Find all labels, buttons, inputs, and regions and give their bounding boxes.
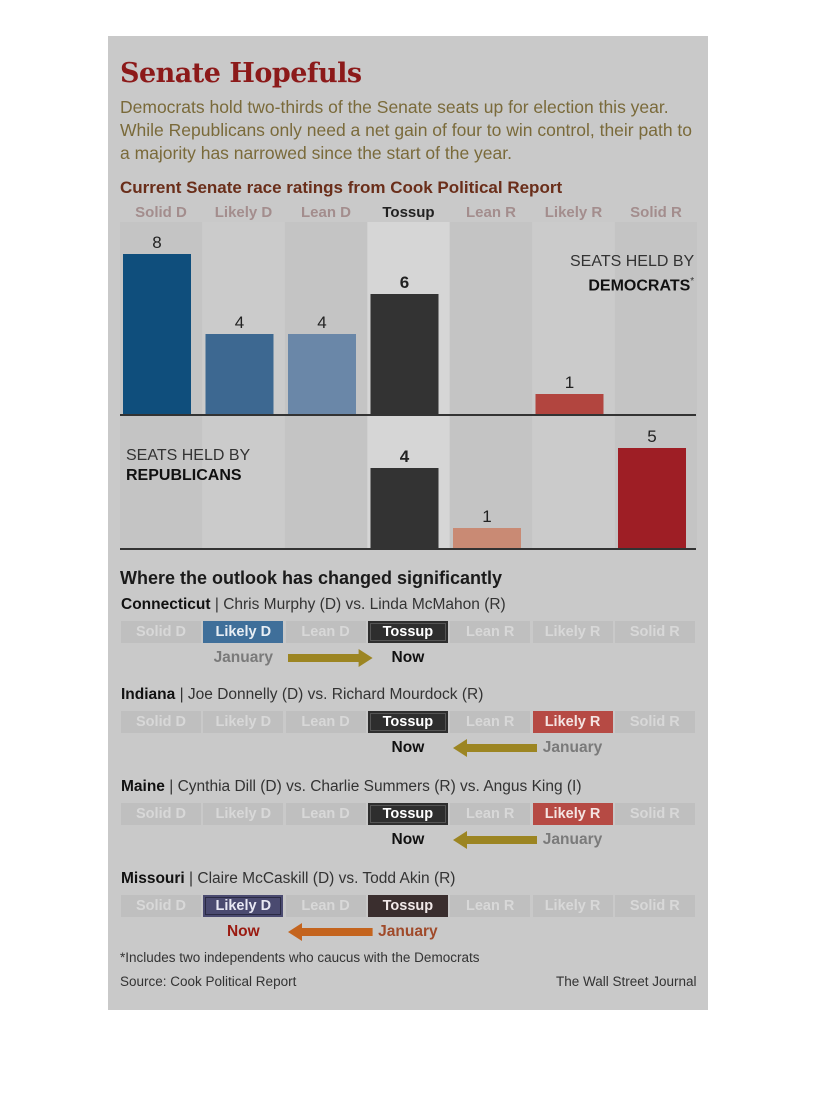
chart-title: Current Senate race ratings from Cook Political Report (120, 178, 563, 197)
change-arrow (453, 831, 538, 849)
arrow-shape (453, 831, 538, 849)
rating-cell: Lean R (450, 711, 530, 733)
rating-cell: Lean D (286, 621, 366, 643)
page-title: Senate Hopefuls (120, 58, 362, 89)
from-label: January (378, 923, 438, 940)
rating-cell: Solid R (615, 711, 695, 733)
credit: The Wall Street Journal (556, 974, 697, 989)
race-candidates: | Claire McCaskill (D) vs. Todd Akin (R) (184, 870, 456, 887)
dem-label-line1: SEATS HELD BY (570, 253, 695, 270)
race-rating-strip (121, 895, 695, 917)
change-arrow (453, 739, 538, 757)
arrow-shape (288, 923, 373, 941)
rating-cell: Lean R (450, 895, 530, 917)
to-label: Now (226, 923, 260, 940)
dem-bar (371, 294, 439, 414)
intro-text: Democrats hold two-thirds of the Senate seats up for election this year. While Republicans only need a net gain of four to win control, their path to a majority has narrowed since the start of the year. (120, 97, 693, 163)
rating-cell: Solid R (615, 895, 695, 917)
rep-label-line1: SEATS HELD BY (126, 447, 251, 464)
race-state: Maine (121, 778, 165, 795)
footnote: *Includes two independents who caucus with the Democrats (120, 950, 480, 965)
rep-bar (371, 468, 439, 548)
from-label: January (542, 739, 603, 756)
rating-cell: Likely D (203, 711, 283, 733)
dem-value-label: 1 (564, 373, 575, 392)
dem-value-label: 6 (399, 273, 410, 292)
rep-value-label: 5 (647, 427, 657, 446)
dem-label-line2: DEMOCRATS (588, 277, 691, 295)
to-label: Now (391, 831, 425, 848)
race-title (121, 778, 582, 796)
race-state: Connecticut (121, 596, 211, 613)
dem-bar (206, 334, 274, 414)
rating-cell: Lean R (450, 621, 530, 643)
dem-label-mark: * (690, 276, 695, 287)
rating-cell: Likely R (533, 803, 613, 825)
category-header: Lean D (300, 204, 351, 221)
arrow-shape (453, 739, 538, 757)
rating-cell: Solid D (121, 711, 201, 733)
change-arrow (288, 923, 373, 941)
race-candidates: | Joe Donnelly (D) vs. Richard Mourdock (R) (175, 686, 484, 703)
race-rating-strip (121, 803, 695, 825)
rating-cell: Lean D (286, 803, 366, 825)
category-header: Likely R (544, 204, 603, 221)
from-label: January (213, 649, 274, 666)
rating-cell: Tossup (368, 895, 448, 917)
dem-value-label: 4 (317, 313, 327, 332)
to-label: Now (391, 649, 425, 666)
dem-bar (288, 334, 356, 414)
race-state: Missouri (121, 870, 185, 887)
rating-cell: Lean R (450, 803, 530, 825)
rep-bar (618, 448, 686, 548)
rating-cell: Lean D (286, 711, 366, 733)
rating-cell: Solid D (121, 803, 201, 825)
rating-cell: Likely D (203, 895, 283, 917)
from-label: January (542, 831, 603, 848)
rep-bar (453, 528, 521, 548)
dem-baseline (120, 414, 696, 416)
race-state: Indiana (121, 686, 176, 703)
rating-cell: Solid R (615, 803, 695, 825)
category-header: Solid D (135, 204, 187, 221)
category-header: Lean R (465, 204, 516, 221)
dem-value-label: 4 (234, 313, 245, 332)
rating-cell: Likely R (533, 711, 613, 733)
arrow-shape (288, 649, 373, 667)
rating-cell: Solid R (615, 621, 695, 643)
dem-bar (536, 394, 604, 414)
to-label: Now (391, 739, 425, 756)
rep-label-line2: REPUBLICANS (126, 467, 242, 484)
infographic-card (108, 36, 708, 1010)
rep-value-label: 4 (399, 447, 410, 466)
rating-cell: Likely R (533, 895, 613, 917)
race-title (121, 596, 506, 614)
rating-cell: Solid D (121, 895, 201, 917)
dem-bar (123, 254, 191, 414)
rating-cell: Tossup (368, 803, 448, 825)
race-rating-strip (121, 711, 695, 733)
category-header: Solid R (630, 204, 682, 221)
race-title (121, 870, 455, 888)
outlook-heading: Where the outlook has changed significantly (120, 568, 503, 588)
rating-cell: Tossup (368, 711, 448, 733)
rating-cell: Tossup (368, 621, 448, 643)
rep-value-label: 1 (482, 507, 492, 526)
race-rating-strip (121, 621, 695, 643)
rating-cell: Likely R (533, 621, 613, 643)
dem-value-label: 8 (152, 233, 162, 252)
change-arrow (288, 649, 373, 667)
category-header: Likely D (214, 204, 273, 221)
source: Source: Cook Political Report (120, 974, 297, 989)
category-header: Tossup (382, 204, 435, 221)
dem-series-label (570, 252, 694, 296)
rep-baseline (120, 548, 696, 550)
rating-cell: Lean D (286, 895, 366, 917)
rep-series-label (126, 446, 250, 486)
rating-cell: Solid D (121, 621, 201, 643)
race-candidates: | Cynthia Dill (D) vs. Charlie Summers (R) vs. Angus King (I) (164, 778, 582, 795)
column-stripe (450, 222, 532, 548)
race-candidates: | Chris Murphy (D) vs. Linda McMahon (R) (210, 596, 506, 613)
rating-cell: Likely D (203, 803, 283, 825)
race-title (121, 686, 483, 704)
rating-cell: Likely D (203, 621, 283, 643)
